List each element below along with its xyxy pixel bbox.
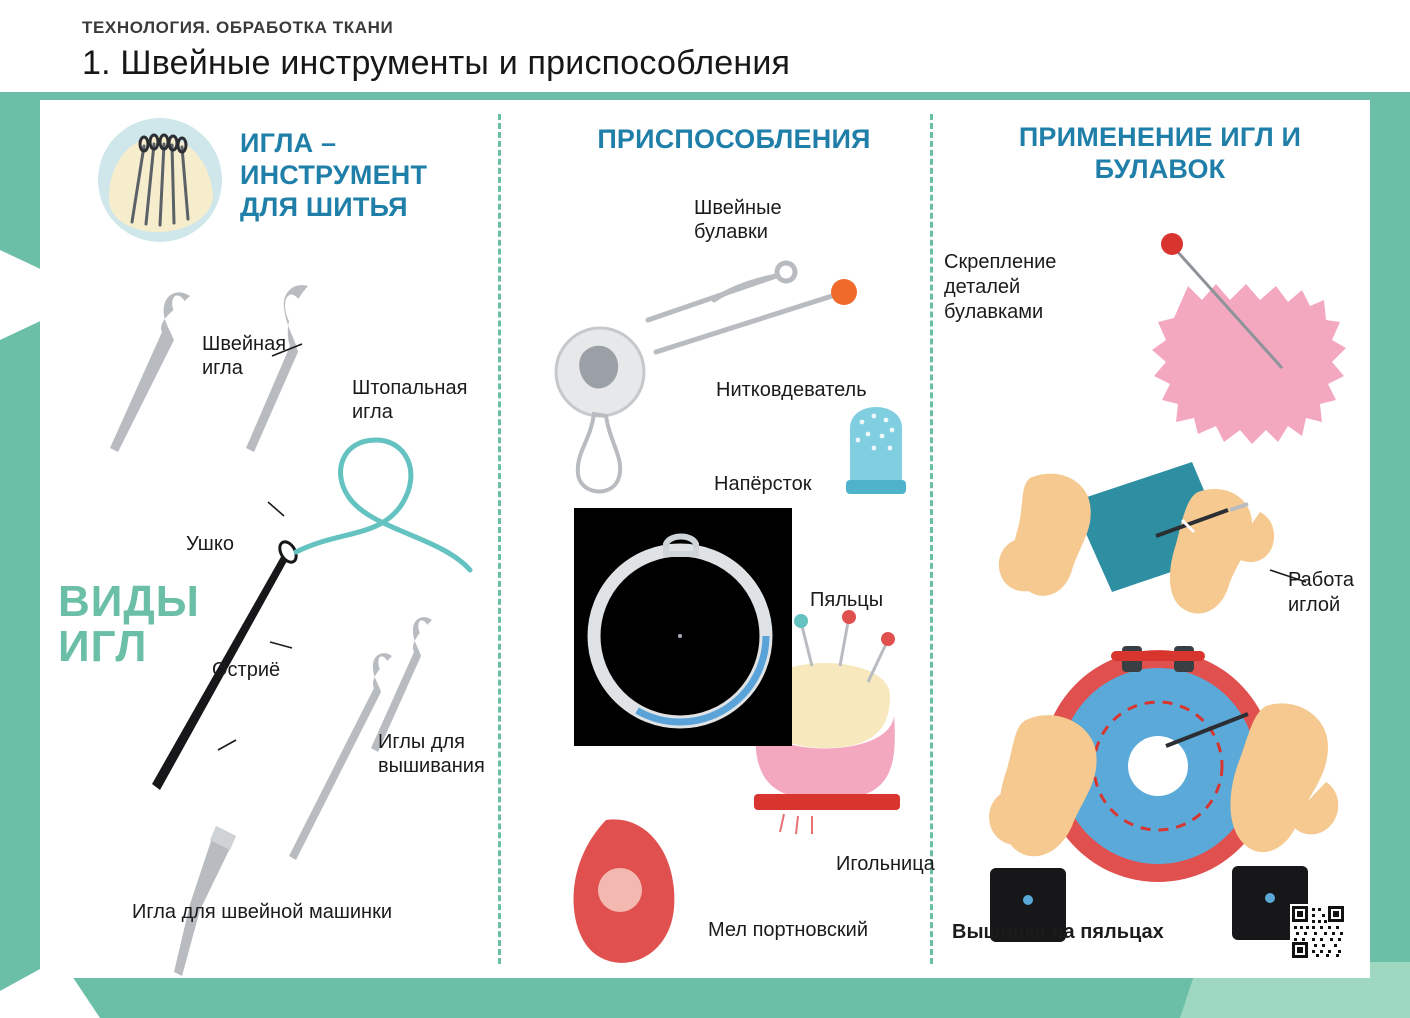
sewing-pins-shape: [648, 263, 857, 352]
tailors-chalk-shape: [574, 819, 675, 962]
label-sewing-needle: Швейная игла: [202, 333, 287, 379]
sewing-needle-shape: [110, 292, 191, 452]
label-eye: Ушко: [186, 533, 234, 555]
label-hoop-embroidery: Вышивка на пяльцах: [952, 921, 1164, 943]
needles-illustration: [40, 100, 498, 978]
page-title: 1. Швейные инструменты и приспособления: [82, 44, 791, 82]
label-sewing-pins: Швейные булавки: [694, 197, 782, 243]
label-pincushion: Игольница: [836, 853, 935, 875]
column-3-title: ПРИМЕНЕНИЕ ИГЛ И БУЛАВОК: [1018, 122, 1302, 184]
label-darning-needle: Штопальная игла: [352, 377, 468, 423]
label-point: Остриё: [212, 659, 281, 681]
thimble-shape: [846, 407, 906, 494]
label-tailors-chalk: Мел портновский: [708, 919, 869, 941]
embroidery-hoop-photo: [574, 508, 792, 746]
usage-illustration: [930, 100, 1370, 978]
column-1-title: ИГЛА – ИНСТРУМЕНТ ДЛЯ ШИТЬЯ: [240, 128, 428, 222]
column-usage: [930, 100, 1370, 978]
qr-code[interactable]: [1290, 904, 1346, 960]
header-kicker: ТЕХНОЛОГИЯ. ОБРАБОТКА ТКАНИ: [82, 18, 394, 37]
needle-types-side-text: ВИДЫ ИГЛ: [58, 577, 200, 671]
poster-board: [40, 100, 1370, 978]
needle-threader-shape: [556, 328, 644, 491]
label-embroidery-needles: Иглы для вышивания: [378, 731, 485, 777]
label-pinning-parts: Скрепление деталей булавками: [944, 251, 1057, 323]
column-needle-types: [40, 100, 498, 978]
poster-header: [0, 0, 1410, 92]
pinned-fabric-shape: [1152, 233, 1346, 444]
label-hoop: Пяльцы: [810, 589, 884, 611]
header-accent-block: [0, 0, 82, 92]
label-needle-threader: Нитковдеватель: [716, 379, 867, 401]
hands-needlework-shape: [999, 462, 1274, 614]
label-thimble: Напёрсток: [714, 473, 812, 495]
column-accessories: [498, 100, 935, 978]
hoop-photo-content: [574, 508, 792, 746]
qr-code-icon: [1290, 904, 1346, 960]
label-needle-work: Работа иглой: [1288, 569, 1354, 616]
hoop-embroidery-shape: [989, 646, 1338, 942]
label-machine-needle: Игла для швейной машинки: [132, 901, 392, 923]
column-2-title: ПРИСПОСОБЛЕНИЯ: [597, 124, 871, 154]
